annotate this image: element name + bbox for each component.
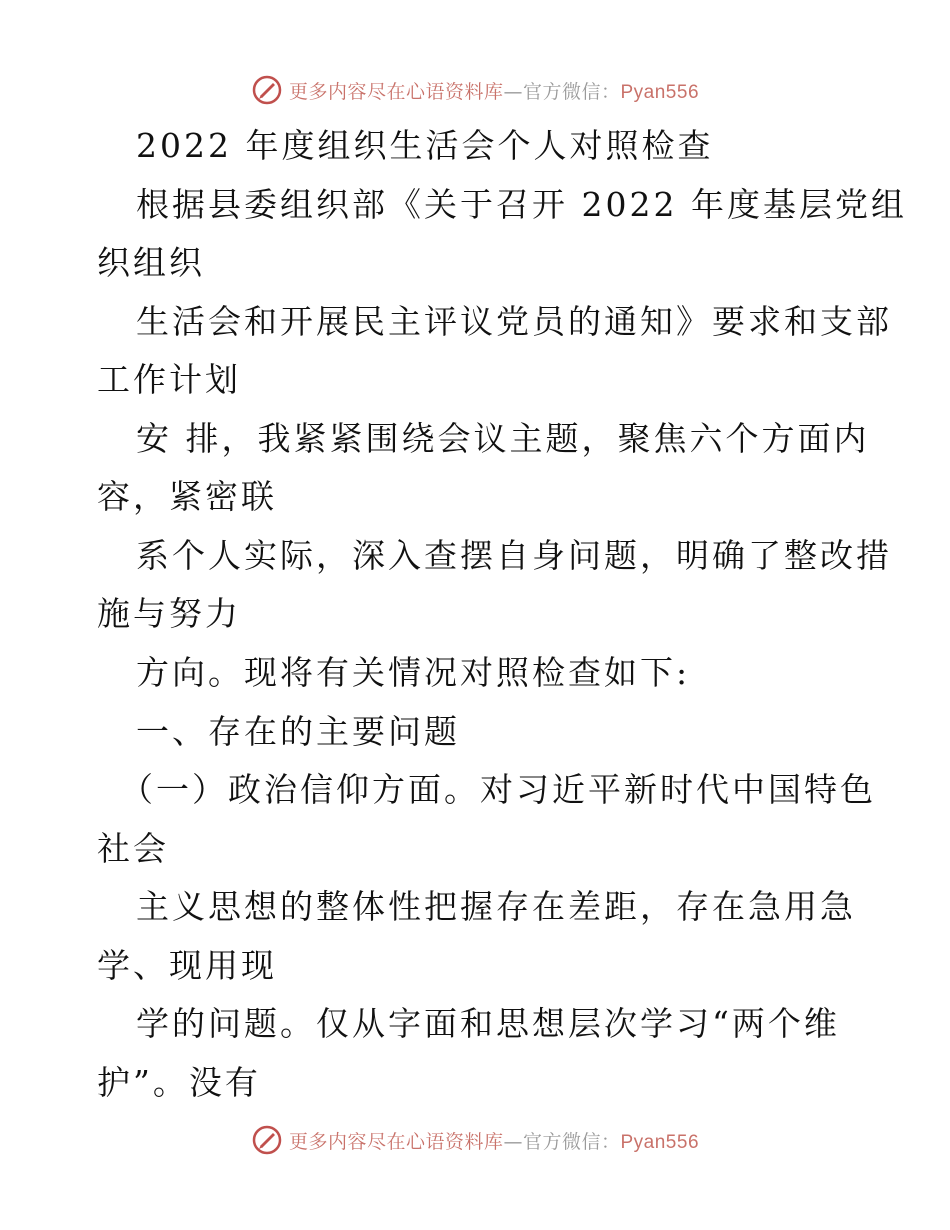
paragraph-line: 学、现用现 [97, 946, 277, 985]
paragraph-line: 根据县委组织部《关于召开 2022 年度基层党组 [136, 185, 907, 224]
watermark-header [0, 70, 950, 110]
watermark-official: 官方微信： [522, 1130, 621, 1153]
paragraph-line: 安 排，我紧紧围绕会议主题，聚焦六个方面内 [136, 419, 870, 458]
paragraph-line: 生活会和开展民主评议党员的通知》要求和支部 [136, 302, 892, 341]
document-title: 2022 年度组织生活会个人对照检查 [136, 126, 714, 165]
watermark-official: 官方微信： [522, 80, 621, 103]
subsection-heading: （一）政治信仰方面。对习近平新时代中国特色 [120, 770, 876, 809]
paragraph-line: 织组织 [97, 243, 205, 282]
pen-seal-icon [251, 1124, 283, 1156]
watermark-dash: — [503, 1130, 523, 1153]
paragraph-line: 系个人实际，深入查摆自身问题，明确了整改措 [136, 536, 892, 575]
paragraph-line: 容，紧密联 [97, 477, 277, 516]
paragraph-line: 工作计划 [97, 360, 241, 399]
watermark-id: Pyan556 [620, 81, 700, 103]
paragraph-line: 学的问题。仅从字面和思想层次学习“两个维 [136, 1004, 840, 1043]
pen-seal-icon [251, 74, 283, 106]
watermark-title: 更多内容尽在心语资料库 [288, 1130, 504, 1153]
paragraph-line: 护”。没有 [97, 1063, 261, 1102]
paragraph-line: 主义思想的整体性把握存在差距，存在急用急 [136, 887, 856, 926]
section-heading: 一、存在的主要问题 [136, 712, 460, 751]
watermark-id: Pyan556 [620, 1131, 700, 1153]
paragraph-line: 方向。现将有关情况对照检查如下: [136, 653, 691, 692]
paragraph-line: 社会 [97, 829, 169, 868]
watermark-dash: — [503, 80, 523, 103]
watermark-footer [0, 1120, 950, 1160]
watermark-title: 更多内容尽在心语资料库 [288, 80, 504, 103]
paragraph-line: 施与努力 [97, 594, 241, 633]
